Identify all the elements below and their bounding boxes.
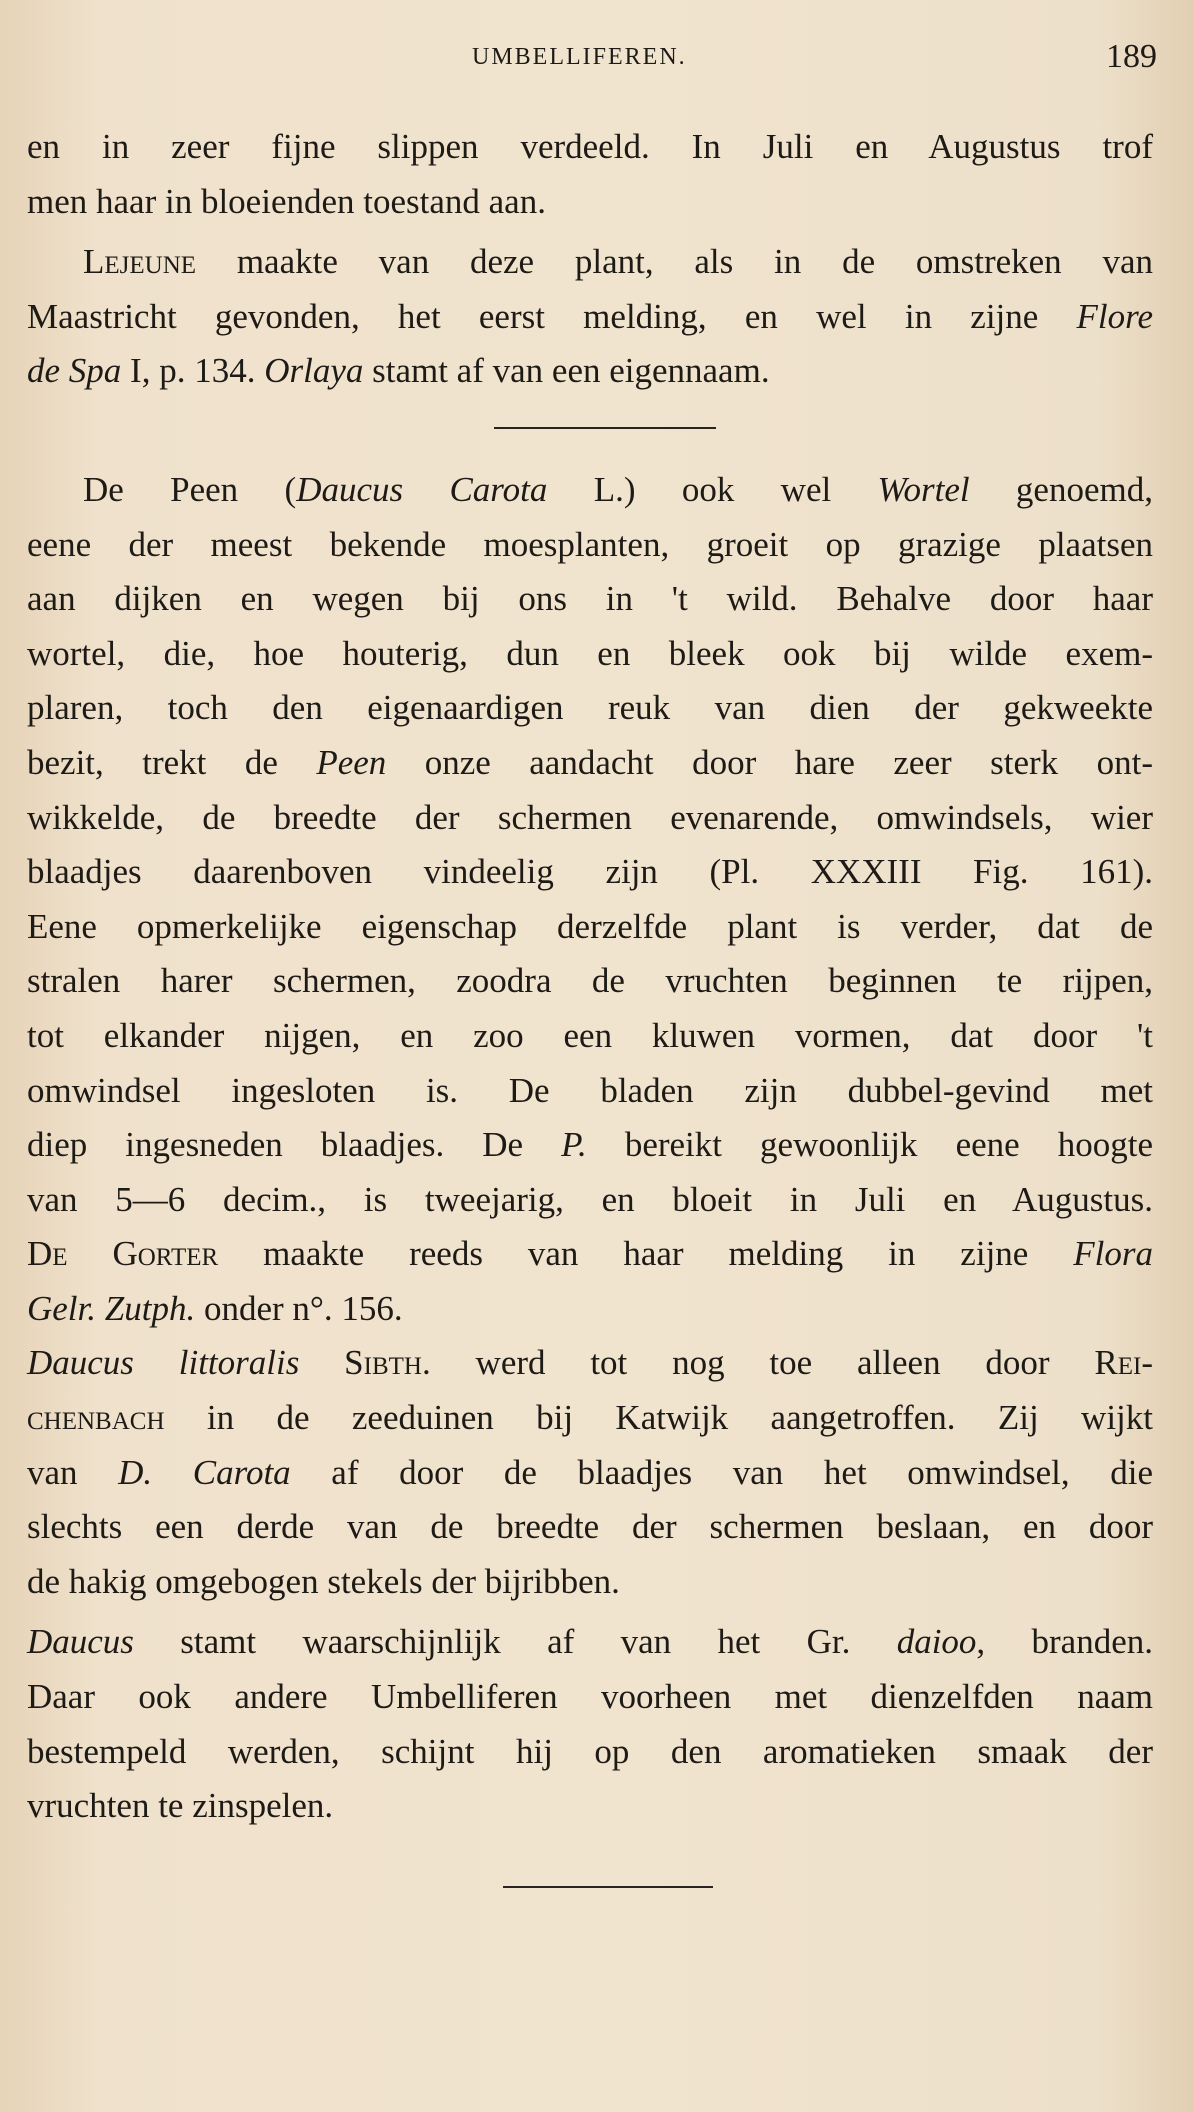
paragraph-1 bbox=[27, 120, 1153, 229]
text-line: eene der meest bekende moesplanten, groeit op grazige plaatsen bbox=[27, 524, 1153, 564]
text-run: af door de blaadjes van het omwindsel, die bbox=[290, 1452, 1153, 1492]
text-line: vruchten te zinspelen. bbox=[27, 1786, 334, 1826]
text-run: stamt af van een eigennaam. bbox=[363, 351, 770, 391]
italic-abbrev: P. bbox=[561, 1125, 587, 1165]
text-line bbox=[27, 736, 1153, 791]
text-line bbox=[27, 1336, 1153, 1391]
text-run: werd tot nog toe alleen door bbox=[430, 1343, 1095, 1383]
text-line bbox=[27, 1391, 1153, 1446]
text-line: en in zeer fijne slippen verdeeld. In Juli en Augustus trof bbox=[27, 127, 1153, 166]
paragraph-2 bbox=[27, 235, 1153, 399]
end-divider bbox=[503, 1886, 713, 1888]
text-run: De Peen ( bbox=[83, 469, 297, 509]
text-line: omwindsel ingesloten is. De bladen zijn dubbel-gevind met bbox=[27, 1070, 1153, 1110]
text-run: in de zeeduinen bij Katwijk aangetroffen. Zij wijkt bbox=[164, 1398, 1153, 1438]
italic-title: Flora bbox=[1073, 1234, 1153, 1274]
italic-species: D. Carota bbox=[118, 1452, 291, 1492]
page-number: 189 bbox=[1106, 38, 1157, 75]
running-head: UMBELLIFEREN. bbox=[472, 44, 687, 70]
text-line: men haar in bloeienden toestand aan. bbox=[27, 181, 546, 221]
text-run: onze aandacht door hare zeer sterk ont- bbox=[386, 742, 1153, 782]
author-name: Rei- bbox=[1094, 1343, 1153, 1383]
paragraph-5 bbox=[27, 1615, 1153, 1833]
text-line: plaren, toch den eigenaardigen reuk van dien der gekweekte bbox=[27, 688, 1153, 728]
text-line bbox=[27, 290, 1153, 345]
italic-genus: Orlaya bbox=[264, 351, 364, 391]
text-run: L.) ook wel bbox=[547, 469, 878, 509]
text-run: Maastricht gevonden, het eerst melding, en wel in zijne bbox=[27, 296, 1077, 336]
text-line: van 5—6 decim., is tweejarig, en bloeit in Juli en Augustus. bbox=[27, 1179, 1153, 1219]
page-header bbox=[0, 38, 1193, 78]
text-line bbox=[27, 235, 1153, 290]
italic-greek-word: daioo bbox=[896, 1622, 977, 1662]
text-line: wikkelde, de breedte der schermen evenarende, omwindsels, wier bbox=[27, 797, 1153, 837]
text-run: , branden. bbox=[976, 1622, 1153, 1662]
text-line bbox=[27, 1446, 1153, 1501]
text-run: stamt waarschijnlijk af van het Gr. bbox=[133, 1622, 897, 1662]
text-line bbox=[27, 1118, 1153, 1173]
text-line: wortel, die, hoe houterig, dun en bleek ook bij wilde exem- bbox=[27, 633, 1153, 673]
text-line: Eene opmerkelijke eigenschap derzelfde plant is verder, dat de bbox=[27, 906, 1153, 946]
text-line: de hakig omgebogen stekels der bijribben. bbox=[27, 1561, 620, 1601]
italic-species: Daucus Carota bbox=[296, 469, 548, 509]
text-line: blaadjes daarenboven vindeelig zijn (Pl. XXXIII Fig. 161). bbox=[27, 852, 1153, 892]
author-name: chenbach bbox=[27, 1398, 165, 1438]
text-line: Daar ook andere Umbelliferen voorheen met dienzelfden naam bbox=[27, 1677, 1153, 1717]
section-divider bbox=[494, 427, 716, 429]
text-run: maakte van deze plant, als in de omstreken van bbox=[196, 242, 1153, 282]
text-run: I, p. 134. bbox=[121, 351, 265, 391]
text-run: onder n°. 156. bbox=[195, 1288, 403, 1328]
text-line: tot elkander nijgen, en zoo een kluwen vormen, dat door 't bbox=[27, 1015, 1153, 1055]
italic-term: Wortel bbox=[877, 469, 970, 509]
text-line bbox=[27, 463, 1153, 518]
italic-term: Peen bbox=[316, 742, 387, 782]
text-run: diep ingesneden blaadjes. De bbox=[27, 1125, 562, 1165]
paragraph-4 bbox=[27, 1336, 1153, 1609]
text-line bbox=[27, 344, 1153, 399]
text-line: slechts een derde van de breedte der schermen beslaan, en door bbox=[27, 1507, 1153, 1547]
italic-title: de Spa bbox=[27, 351, 122, 391]
italic-genus: Daucus bbox=[27, 1622, 134, 1662]
italic-title: Flore bbox=[1076, 296, 1153, 336]
text-run: bereikt gewoonlijk eene hoogte bbox=[586, 1125, 1153, 1165]
text-line bbox=[27, 1227, 1153, 1282]
author-name: Sibth. bbox=[299, 1343, 431, 1383]
text-run: bezit, trekt de bbox=[27, 742, 317, 782]
text-run: genoemd, bbox=[969, 469, 1153, 509]
text-run: van bbox=[27, 1452, 119, 1492]
text-line bbox=[27, 1282, 1153, 1337]
body-text bbox=[27, 120, 1153, 1888]
text-line bbox=[27, 1615, 1153, 1670]
author-name: De Gorter bbox=[27, 1234, 219, 1274]
text-line: stralen harer schermen, zoodra de vruchten beginnen te rijpen, bbox=[27, 961, 1153, 1001]
text-line: aan dijken en wegen bij ons in 't wild. Behalve door haar bbox=[27, 579, 1153, 619]
author-name: Lejeune bbox=[83, 242, 197, 282]
paragraph-3 bbox=[27, 463, 1153, 1337]
italic-title: Gelr. Zutph. bbox=[27, 1288, 196, 1328]
text-run: maakte reeds van haar melding in zijne bbox=[218, 1234, 1074, 1274]
text-line: bestempeld werden, schijnt hij op den aromatieken smaak der bbox=[27, 1731, 1153, 1771]
italic-species: Daucus littoralis bbox=[27, 1343, 300, 1383]
